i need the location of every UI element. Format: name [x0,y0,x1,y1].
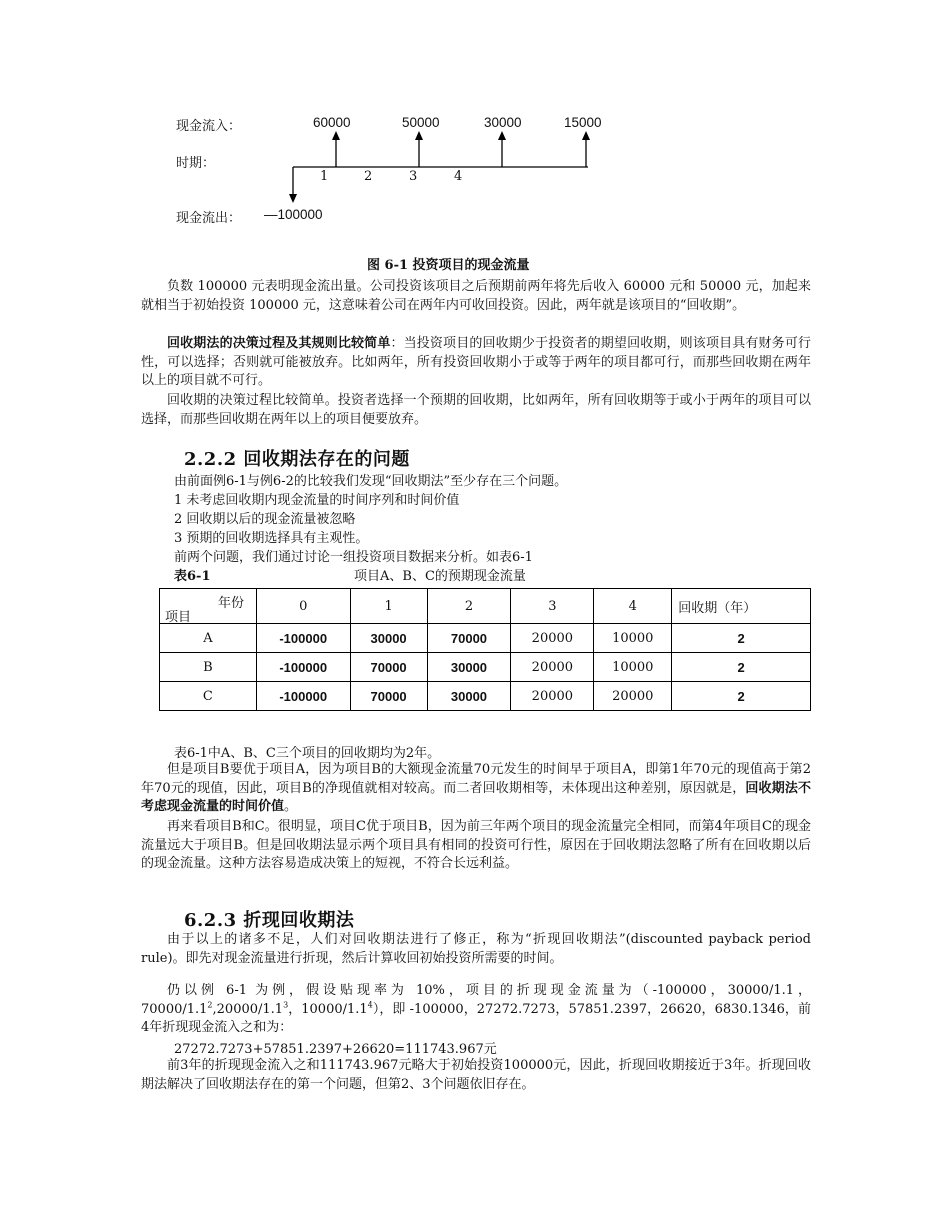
paragraph-5-bold: 回收期法不考虑现金流量的时间价值 [141,780,811,814]
paragraph-8 [141,982,811,1038]
section-heading-2-2-2: 2.2.2 回收期法存在的问题 [184,449,410,470]
paragraph-6: 再来看项目B和C。很明显，项目C优于项目B，因为前三年两个项目的现金流量完全相同，而第4年项目C的现金流量远大于项目B。但是回收期法显示两个项目具有相同的投资可行性，原因在于回收期法忽略了所有在回收期以后的现金流量。这种方法容易造成决策上的短视，不符合长远利益。 [141,819,811,871]
row-b-year-1: 70000 [350,653,427,682]
figure-caption: 图 6-1 投资项目的现金流量 [367,258,530,273]
row-a-year-0: -100000 [256,624,350,653]
row-c-year-1: 70000 [350,682,427,711]
period-1: 1 [320,169,329,184]
outflow-label: 现金流出： [176,211,242,226]
row-b-year-0: -100000 [256,653,350,682]
exponent-3: 3 [283,1000,289,1010]
period-label: 时期： [176,156,216,171]
paragraph-5-end: 。 [284,799,298,814]
cash-flow-timeline [280,128,600,208]
period-4: 4 [454,169,463,184]
row-a-year-3: 20000 [511,624,594,653]
exponent-4: 4 [367,1000,373,1010]
list-item-2: 2 回收期以后的现金流量被忽略 [174,512,356,527]
row-c-name: C [160,682,257,711]
inflow-value-2: 50000 [402,115,440,130]
row-c-year-4: 20000 [594,682,672,711]
table-title: 项目A、B、C的预期现金流量 [354,569,526,584]
table-row [160,653,811,682]
row-c-year-2: 30000 [427,682,511,711]
inflow-value-4: 15000 [564,115,602,130]
row-a-year-1: 30000 [350,624,427,653]
row-b-payback: 2 [672,653,811,682]
header-year-4: 4 [594,589,672,624]
paragraph-5 [141,761,811,817]
row-a-payback: 2 [672,624,811,653]
row-c-year-3: 20000 [511,682,594,711]
table-lead: 前两个问题，我们通过讨论一组投资项目数据来分析。如表6-1 [174,550,533,565]
header-payback: 回收期（年） [672,589,811,624]
period-3: 3 [409,169,418,184]
paragraph-2-bold: 回收期法的决策过程及其规则比较简单 [167,336,391,351]
row-a-year-2: 70000 [427,624,511,653]
row-b-name: B [160,653,257,682]
corner-year-label: 年份 [218,596,245,611]
section-heading-6-2-3: 6.2.3 折现回收期法 [184,910,355,931]
table-row [160,682,811,711]
row-b-year-3: 20000 [511,653,594,682]
row-b-year-4: 10000 [594,653,672,682]
header-year-3: 3 [511,589,594,624]
header-year-2: 2 [427,589,511,624]
row-b-year-2: 30000 [427,653,511,682]
paragraph-8-part-b: ,20000/1.1 [212,1001,284,1017]
cash-flow-table [159,588,811,711]
row-a-year-4: 10000 [594,624,672,653]
section-intro: 由前面例6-1与例6-2的比较我们发现“回收期法”至少存在三个问题。 [174,474,568,489]
table-corner-cell [160,589,257,624]
list-item-3: 3 预期的回收期选择具有主观性。 [174,531,369,546]
row-c-payback: 2 [672,682,811,711]
paragraph-1: 负数 100000 元表明现金流出量。公司投资该项目之后预期前两年将先后收入 60000 元和 50000 元，加起来就相当于初始投资 100000 元，这意味着公司在两年内可收回投资。因此，两年就是该项目的“回收期”。 [141,279,811,313]
list-item-1: 1 未考虑回收期内现金流量的时间序列和时间价值 [174,493,460,508]
table-header-row [160,589,811,624]
exponent-2: 2 [207,1000,213,1010]
outflow-value: —100000 [264,207,323,222]
period-2: 2 [364,169,373,184]
paragraph-7: 由于以上的诸多不足，人们对回收期法进行了修正，称为“折现回收期法”(discounted payback period rule)。即先对现金流量进行折现，然后计算收回初始投资所需要的时间。 [141,932,811,966]
equation-line: 27272.7273+57851.2397+26620=111743.967元 [174,1042,497,1057]
row-c-year-0: -100000 [256,682,350,711]
paragraph-8-part-a: 仍以例 6-1 为例，假设贴现率为 10%，项目的折现现金流量为（-100000，30000/1.1，70000/1.1 [141,983,811,1017]
paragraph-8-part-d: ），即 -100000，27272.7273，57851.2397，26620，6830.1346，前4年折现现金流入之和为： [141,1001,811,1035]
table-label: 表6-1 [174,569,211,584]
paragraph-3: 回收期的决策过程比较简单。投资者选择一个预期的回收期，比如两年，所有回收期等于或小于两年的项目可以选择，而那些回收期在两年以上的项目便要放弃。 [141,393,811,427]
corner-project-label: 项目 [165,610,192,625]
paragraph-5-text: 但是项目B要优于项目A，因为项目B的大额现金流量70元发生的时间早于项目A，即第1年70元的现值高于第2年70元的现值，因此，项目B的净现值就相对较高。而二者回收期相等，未体现出这种差别，原因就是， [141,762,811,796]
paragraph-9: 前3年的折现现金流入之和111743.967元略大于初始投资100000元，因此，折现回收期接近于3年。折现回收期法解决了回收期法存在的第一个问题，但第2、3个问题依旧存在。 [141,1058,811,1092]
row-a-name: A [160,624,257,653]
paragraph-4: 表6-1中A、B、C三个项目的回收期均为2年。 [174,746,441,761]
header-year-0: 0 [256,589,350,624]
paragraph-2-text: ：当投资项目的回收期少于投资者的期望回收期，则该项目具有财务可行性，可以选择；否则就可能被放弃。比如两年，所有投资回收期小于或等于两年的项目都可行，而那些回收期在两年以上的项目就不可行。 [141,336,811,388]
table-row [160,624,811,653]
header-year-1: 1 [350,589,427,624]
inflow-value-1: 60000 [313,115,351,130]
inflow-value-3: 30000 [484,115,522,130]
paragraph-2 [141,335,811,391]
paragraph-8-part-c: ，10000/1.1 [288,1001,368,1017]
inflow-label: 现金流入： [176,119,242,134]
